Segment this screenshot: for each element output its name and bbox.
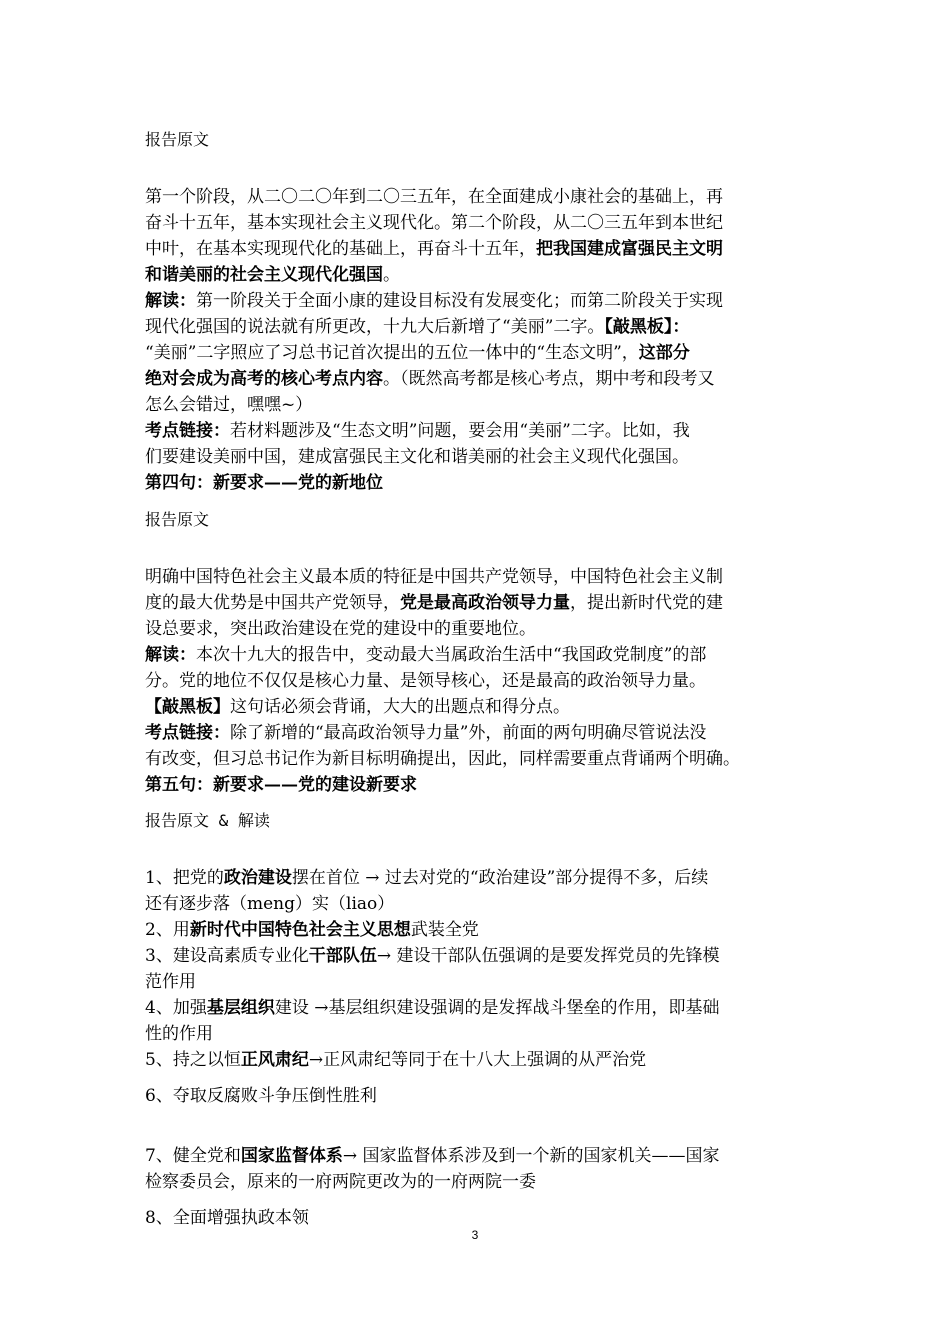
interpretation-line	[145, 367, 715, 391]
bold-text: 党是最高政治领导力量	[400, 593, 570, 613]
list-item	[145, 918, 479, 942]
interpretation-line: 怎么会错过，嘿嘿~）	[145, 395, 313, 415]
text: 本次十九大的报告中，变动最大当属政治生活中“我国政党制度”的部	[196, 645, 707, 665]
list-item: 6、夺取反腐败斗争压倒性胜利	[145, 1086, 377, 1106]
bold-text: 干部队伍	[308, 946, 377, 966]
text: 若材料题涉及“生态文明”问题，要会用“美丽”二字。比如，我	[230, 421, 690, 441]
exam-link-line	[145, 419, 690, 443]
text: 4、加强	[145, 998, 207, 1018]
bold-text: 【敲黑板】	[145, 697, 230, 717]
page-number: 3	[471, 1228, 479, 1242]
section-heading-report-original: 报告原文	[145, 130, 210, 149]
text: 。（既然高考都是核心考点，期中考和段考又	[383, 369, 715, 389]
interpretation-line	[145, 695, 570, 719]
text: 5、持之以恒	[145, 1050, 241, 1070]
sentence-heading-5: 第五句：新要求——党的建设新要求	[145, 775, 417, 795]
section-heading-report-and-interpretation: 报告原文 & 解读	[145, 811, 270, 830]
interpretation-label: 解读：	[145, 291, 196, 311]
text: 这句话必须会背诵，大大的出题点和得分点。	[230, 697, 570, 717]
paragraph-line: 设总要求，突出政治建设在党的建设中的重要地位。	[145, 619, 536, 639]
exam-link-line: 有改变，但习总书记作为新目标明确提出，因此，同样需要重点背诵两个明确。	[145, 749, 740, 769]
list-item-continuation: 还有逐步落（meng）实（liao）	[145, 894, 395, 914]
interpretation-line: 分。党的地位不仅仅是核心力量、是领导核心，还是最高的政治领导力量。	[145, 671, 706, 691]
text: 2、用	[145, 920, 190, 940]
section-heading-report-original: 报告原文	[145, 510, 210, 529]
list-item-continuation: 检察委员会，原来的一府两院更改为的一府两院一委	[145, 1172, 536, 1192]
text: 中叶，在基本实现现代化的基础上，再奋斗十五年，	[145, 239, 536, 259]
text: 7、健全党和	[145, 1146, 241, 1166]
paragraph-line	[145, 263, 400, 287]
bold-text: 新时代中国特色社会主义思想	[189, 920, 411, 940]
exam-link-line: 们要建设美丽中国，建成富强民主文化和谐美丽的社会主义现代化强国。	[145, 447, 689, 467]
bold-text: 把我国建成富强民主文明	[536, 239, 723, 259]
paragraph-line: 明确中国特色社会主义最本质的特征是中国共产党领导，中国特色社会主义制	[145, 567, 723, 587]
bold-text: 和谐美丽的社会主义现代化强国	[145, 265, 383, 285]
paragraph-line	[145, 237, 723, 261]
text: 1、把党的	[145, 868, 224, 888]
bold-text: 这部分	[638, 343, 690, 363]
interpretation-line	[145, 341, 690, 365]
interpretation-line	[145, 289, 723, 313]
list-item	[145, 996, 719, 1020]
list-item	[145, 866, 708, 890]
text: 。	[383, 265, 400, 285]
list-item: 8、全面增强执政本领	[145, 1208, 309, 1228]
text: 3、建设高素质专业化	[145, 946, 309, 966]
bold-text: 国家监督体系	[240, 1146, 343, 1166]
interpretation-line	[145, 643, 706, 667]
exam-link-line	[145, 721, 706, 745]
paragraph-line	[145, 591, 723, 615]
text: 现代化强国的说法就有所更改，十九大后新增了“美丽”二字。	[145, 317, 605, 337]
text: ，提出新时代党的建	[570, 593, 723, 613]
paragraph-line: 奋斗十五年，基本实现社会主义现代化。第二个阶段，从二〇三五年到本世纪	[145, 213, 723, 233]
list-item	[145, 1144, 719, 1168]
interpretation-label: 解读：	[145, 645, 196, 665]
list-item	[145, 1048, 646, 1072]
text: → 建设干部队伍强调的是要发挥党员的先锋模	[376, 946, 720, 966]
text: 武装全党	[410, 920, 479, 940]
bold-text: 基层组织	[206, 998, 275, 1018]
text: “美丽”二字照应了习总书记首次提出的五位一体中的“生态文明”，	[145, 343, 639, 363]
list-item-continuation: 性的作用	[145, 1024, 213, 1044]
sentence-heading-4: 第四句：新要求——党的新地位	[145, 473, 383, 493]
text: 第一阶段关于全面小康的建设目标没有发展变化；而第二阶段关于实现	[196, 291, 723, 311]
bold-text: 【敲黑板】：	[604, 317, 690, 337]
text: 除了新增的“最高政治领导力量”外，前面的两句明确尽管说法没	[230, 723, 707, 743]
list-item-continuation: 范作用	[145, 972, 196, 992]
list-item	[145, 944, 719, 968]
text: →正风肃纪等同于在十八大上强调的从严治党	[308, 1050, 647, 1070]
text: 摆在首位 → 过去对党的“政治建设”部分提得不多，后续	[291, 868, 709, 888]
exam-link-label: 考点链接：	[145, 723, 230, 743]
bold-text: 正风肃纪	[240, 1050, 309, 1070]
text: 度的最大优势是中国共产党领导，	[145, 593, 400, 613]
interpretation-line	[145, 315, 689, 339]
exam-link-label: 考点链接：	[145, 421, 230, 441]
text: → 国家监督体系涉及到一个新的国家机关——国家	[342, 1146, 720, 1166]
bold-text: 政治建设	[223, 868, 292, 888]
paragraph-line: 第一个阶段，从二〇二〇年到二〇三五年，在全面建成小康社会的基础上，再	[145, 187, 723, 207]
text: 建设 →基层组织建设强调的是发挥战斗堡垒的作用，即基础	[274, 998, 720, 1018]
bold-text: 绝对会成为高考的核心考点内容	[145, 369, 383, 389]
